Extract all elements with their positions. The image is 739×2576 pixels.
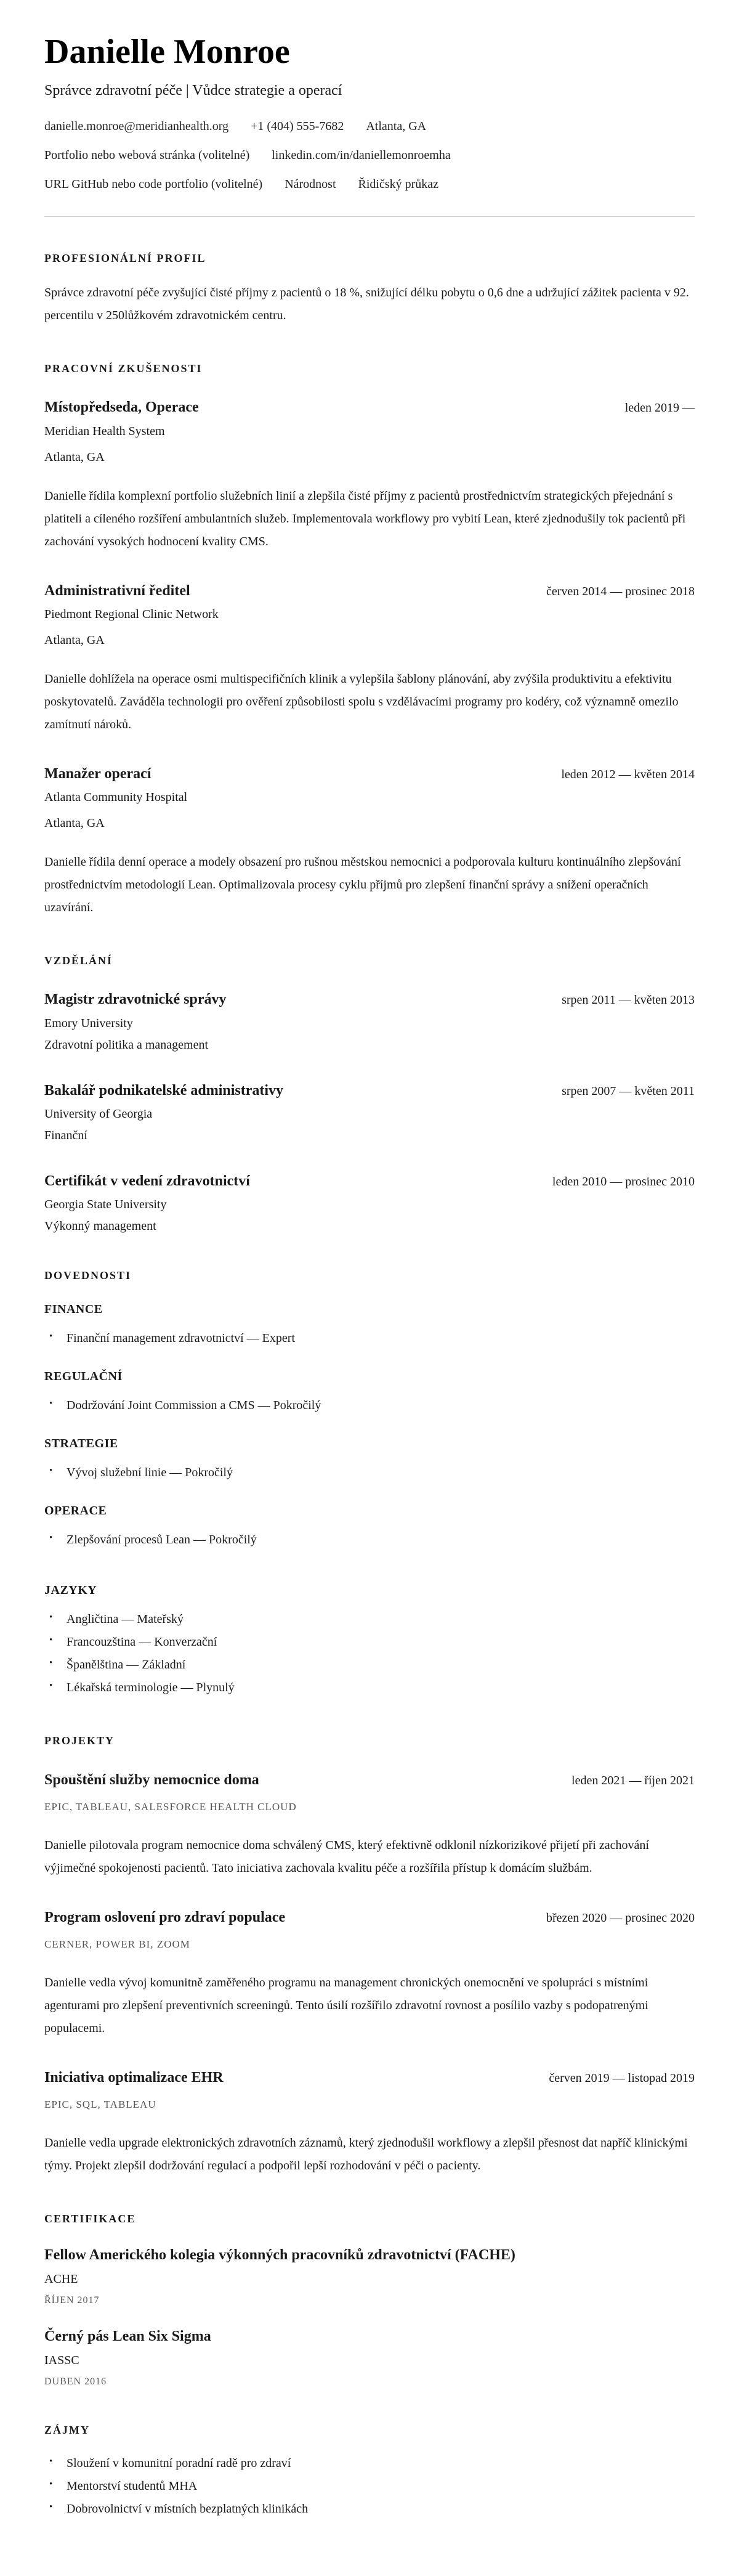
skill-group: [44, 1436, 695, 1484]
education-field: Finanční: [44, 1128, 87, 1142]
education-school: University of Georgia: [44, 1107, 153, 1121]
certification-issuer: IASSC: [44, 2354, 79, 2368]
education-entry-head: [44, 990, 695, 1009]
job-company: Piedmont Regional Clinic Network: [44, 607, 219, 621]
certification-date: DUBEN 2016: [44, 2376, 107, 2387]
education-entry-head: [44, 1081, 695, 1100]
language-item: • Angličtina — Mateřský: [44, 1608, 695, 1631]
candidate-headline: Správce zdravotní péče | Vůdce strategie a operací: [44, 83, 342, 99]
interest-item: • Sloužení v komunitní poradní radě pro zdraví: [44, 2452, 695, 2475]
project-description: Danielle vedla upgrade elektronických zdravotních záznamů, který zjednodušil workflowy a zlepšil přesnost dat napříč klinickými týmy. Projekt zlepšil dodržování regulací a podpořil lepší rozhodování v péči o pacienty.: [44, 2135, 688, 2172]
contact-location: Atlanta, GA: [366, 119, 427, 133]
section-interests: [44, 2423, 695, 2521]
education-degree: Bakalář podnikatelské administrativy: [44, 1082, 284, 1099]
project-title: Iniciativa optimalizace EHR: [44, 2069, 224, 2086]
experience-heading: PRACOVNÍ ZKUŠENOSTI: [44, 362, 203, 375]
contact-nationality: Národnost: [285, 177, 336, 191]
interest-item: • Mentorství studentů MHA: [44, 2475, 695, 2498]
project-entry-head: [44, 2068, 695, 2087]
job-location: Atlanta, GA: [44, 816, 105, 830]
skill-list: [44, 1327, 695, 1350]
skill-group: [44, 1301, 695, 1350]
section-certifications: [44, 2212, 695, 2389]
project-title: Spouštění služby nemocnice doma: [44, 1771, 259, 1788]
job-title: Administrativní ředitel: [44, 582, 190, 599]
job-company: Meridian Health System: [44, 424, 165, 438]
certification-date: ŘÍJEN 2017: [44, 2295, 100, 2306]
projects-heading: PROJEKTY: [44, 1734, 115, 1747]
skill-category: STRATEGIE: [44, 1437, 118, 1451]
candidate-name: Danielle Monroe: [44, 33, 290, 71]
education-school: Georgia State University: [44, 1197, 167, 1211]
skill-item: • Vývoj služební linie — Pokročilý: [44, 1461, 695, 1484]
section-projects: [44, 1734, 695, 2177]
language-item: • Lékařská terminologie — Plynulý: [44, 1676, 695, 1699]
education-entry: [44, 1172, 695, 1234]
project-entry-head: [44, 1908, 695, 1927]
project-tech: EPIC, SQL, TABLEAU: [44, 2098, 156, 2110]
education-entry-head: [44, 1172, 695, 1191]
languages-group: [44, 1582, 695, 1699]
skill-group: [44, 1503, 695, 1551]
skill-list: [44, 1461, 695, 1484]
skills-heading: DOVEDNOSTI: [44, 1269, 132, 1282]
education-field: Zdravotní politika a management: [44, 1038, 209, 1052]
contact-github: URL GitHub nebo code portfolio (volitelné): [44, 177, 263, 191]
project-tech: CERNER, POWER BI, ZOOM: [44, 1938, 190, 1950]
profile-text: Správce zdravotní péče zvyšující čisté příjmy z pacientů o 18 %, snižující délku pobytu o 0,6 dne a udržující zážitek pacienta v 92. percentilu v 250lůžkovém zdravotnickém centru.: [44, 285, 689, 322]
skill-item: • Zlepšování procesů Lean — Pokročilý: [44, 1529, 695, 1551]
certification-entry: [44, 2246, 695, 2307]
certifications-heading: CERTIFIKACE: [44, 2212, 136, 2225]
education-entry: [44, 1081, 695, 1144]
contact-linkedin: linkedin.com/in/daniellemonroemha: [272, 148, 451, 162]
project-dates: březen 2020 — prosinec 2020: [546, 1911, 695, 1925]
job-entry-head: [44, 582, 695, 601]
job-entry: [44, 398, 695, 553]
job-dates: leden 2012 — květen 2014: [561, 767, 695, 781]
education-degree: Certifikát v vedení zdravotnictví: [44, 1172, 250, 1189]
interests-heading: ZÁJMY: [44, 2423, 90, 2436]
job-entry-head: [44, 398, 695, 417]
contact-row-1: [44, 120, 695, 134]
skill-category: REGULAČNÍ: [44, 1370, 123, 1384]
section-experience: [44, 362, 695, 919]
contact-row-2: [44, 148, 695, 163]
job-description: Danielle řídila komplexní portfolio služebních linií a zlepšila čisté příjmy z pacientů prostřednictvím strategických přejednání s platiteli a cíleného rozšíření ambulantních služeb. Implementovala workflowy pro vybití Lean, které zjednodušily tok pacientů při zachování vysokých hodnocení kvality CMS.: [44, 489, 686, 548]
resume-header: [44, 32, 695, 192]
interests-list: [44, 2452, 695, 2521]
interest-item: • Dobrovolnictví v místních bezplatných klinikách: [44, 2498, 695, 2521]
education-degree: Magistr zdravotnické správy: [44, 991, 227, 1008]
skill-category: FINANCE: [44, 1302, 103, 1317]
skill-group: [44, 1368, 695, 1417]
profile-heading: PROFESIONÁLNÍ PROFIL: [44, 251, 206, 264]
certification-issuer: ACHE: [44, 2272, 78, 2286]
contact-block: [44, 120, 695, 192]
section-education: [44, 954, 695, 1234]
job-dates: leden 2019 —: [624, 401, 695, 415]
skill-list: [44, 1394, 695, 1417]
job-description: Danielle řídila denní operace a modely obsazení pro rušnou městskou nemocnici a podporovala kulturu kontinuálního zlepšování prostřednictvím metodologií Lean. Optimalizovala procesy cyklu příjmů pro zlepšení finanční správy a snížení operačních uzavírání.: [44, 855, 681, 914]
contact-portfolio: Portfolio nebo webová stránka (volitelné): [44, 148, 250, 162]
header-divider: [44, 216, 695, 217]
education-heading: VZDĚLÁNÍ: [44, 954, 113, 967]
project-description: Danielle vedla vývoj komunitně zaměřeného programu na management chronických onemocnění ve spolupráci s místními agenturami pro zlepšení preventivních screeningů. Tento úsilí rozšířilo zdravotní rovnost a posílilo vazby s podopatrenými populacemi.: [44, 1975, 648, 2035]
project-dates: leden 2021 — říjen 2021: [571, 1773, 695, 1787]
job-entry: [44, 582, 695, 736]
skill-list: [44, 1529, 695, 1551]
skill-category: OPERACE: [44, 1504, 107, 1518]
job-title: Manažer operací: [44, 765, 151, 782]
education-dates: srpen 2011 — květen 2013: [562, 993, 695, 1007]
languages-list: [44, 1608, 695, 1699]
contact-email: danielle.monroe@meridianhealth.org: [44, 119, 229, 133]
certification-title: Černý pás Lean Six Sigma: [44, 2328, 211, 2344]
education-field: Výkonný management: [44, 1219, 156, 1233]
section-skills: [44, 1269, 695, 1699]
skill-item: • Finanční management zdravotnictví — Expert: [44, 1327, 695, 1350]
contact-row-3: [44, 177, 695, 192]
project-entry: [44, 1908, 695, 2040]
project-entry-head: [44, 1771, 695, 1790]
contact-phone: +1 (404) 555-7682: [251, 119, 344, 133]
project-description: Danielle pilotovala program nemocnice doma schválený CMS, který efektivně odklonil nízkorizikové přijetí při zachování výjimečné spokojenosti pacientů. Tato iniciativa zachovala kvalitu péče a rozšířila přístup k domácím službám.: [44, 1838, 649, 1875]
job-location: Atlanta, GA: [44, 450, 105, 464]
skill-item: • Dodržování Joint Commission a CMS — Pokročilý: [44, 1394, 695, 1417]
project-tech: EPIC, TABLEAU, SALESFORCE HEALTH CLOUD: [44, 1800, 297, 1813]
languages-heading: JAZYKY: [44, 1583, 97, 1598]
certification-entry: [44, 2327, 695, 2389]
job-entry: [44, 765, 695, 919]
education-school: Emory University: [44, 1016, 133, 1030]
section-profile: [44, 251, 695, 327]
job-location: Atlanta, GA: [44, 633, 105, 647]
job-title: Místopředseda, Operace: [44, 399, 199, 416]
project-dates: červen 2019 — listopad 2019: [549, 2071, 695, 2085]
contact-license: Řidičský průkaz: [358, 177, 439, 191]
language-item: • Francouzština — Konverzační: [44, 1631, 695, 1654]
education-dates: srpen 2007 — květen 2011: [562, 1084, 695, 1098]
language-item: • Španělština — Základní: [44, 1654, 695, 1676]
education-entry: [44, 990, 695, 1052]
job-description: Danielle dohlížela na operace osmi multispecifičních klinik a vylepšila šablony plánování, aby zvýšila produktivitu a efektivitu poskytovatelů. Zaváděla technologii pro ověření způsobilosti spolu s vzdělávacími programy pro kodéry, což významně omezilo zamítnutí nároků.: [44, 672, 679, 731]
project-entry: [44, 1771, 695, 1880]
job-entry-head: [44, 765, 695, 784]
project-entry: [44, 2068, 695, 2177]
education-dates: leden 2010 — prosinec 2010: [552, 1174, 695, 1188]
job-dates: červen 2014 — prosinec 2018: [546, 584, 695, 598]
certification-title: Fellow Amerického kolegia výkonných pracovníků zdravotnictví (FACHE): [44, 2247, 515, 2263]
job-company: Atlanta Community Hospital: [44, 790, 188, 804]
project-title: Program oslovení pro zdraví populace: [44, 1909, 286, 1925]
